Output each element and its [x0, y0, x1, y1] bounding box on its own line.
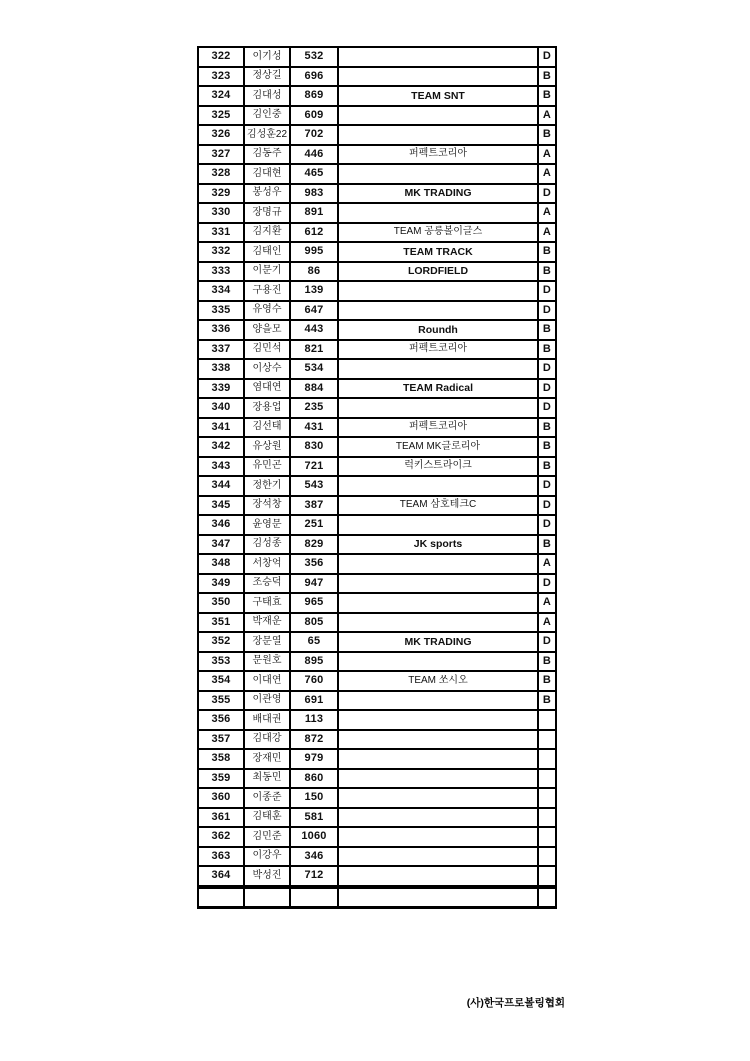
cell-team	[338, 866, 538, 887]
cell-name: 양을모	[244, 320, 290, 340]
cell-name: 김대강	[244, 730, 290, 750]
cell-number: 543	[290, 476, 338, 496]
cell-name: 이관영	[244, 691, 290, 711]
table-row	[198, 320, 556, 340]
cell-team: TEAM TRACK	[338, 242, 538, 262]
cell-number: 965	[290, 593, 338, 613]
cell-number: 760	[290, 671, 338, 691]
cell-grade: D	[538, 301, 556, 321]
cell-name: 장문열	[244, 632, 290, 652]
table-row	[198, 808, 556, 828]
cell-grade	[538, 887, 556, 908]
cell-grade: D	[538, 398, 556, 418]
cell-no	[198, 887, 244, 908]
cell-no: 340	[198, 398, 244, 418]
cell-no: 349	[198, 574, 244, 594]
cell-grade	[538, 769, 556, 789]
cell-team	[338, 203, 538, 223]
cell-number: 995	[290, 242, 338, 262]
cell-number: 712	[290, 866, 338, 887]
cell-name: 이상수	[244, 359, 290, 379]
cell-no: 335	[198, 301, 244, 321]
cell-no: 338	[198, 359, 244, 379]
cell-team	[338, 788, 538, 808]
cell-grade: B	[538, 242, 556, 262]
cell-number: 647	[290, 301, 338, 321]
cell-name: 장용업	[244, 398, 290, 418]
table-row	[198, 769, 556, 789]
table-row	[198, 242, 556, 262]
cell-name	[244, 887, 290, 908]
cell-number: 532	[290, 47, 338, 67]
cell-grade: B	[538, 320, 556, 340]
cell-name: 김태인	[244, 242, 290, 262]
cell-no: 350	[198, 593, 244, 613]
cell-grade	[538, 749, 556, 769]
cell-grade: B	[538, 86, 556, 106]
cell-number: 1060	[290, 827, 338, 847]
table-row	[198, 281, 556, 301]
cell-grade: D	[538, 359, 556, 379]
table-row	[198, 574, 556, 594]
cell-name: 장재민	[244, 749, 290, 769]
cell-number: 821	[290, 340, 338, 360]
table-row	[198, 476, 556, 496]
cell-name: 조승덕	[244, 574, 290, 594]
cell-no: 358	[198, 749, 244, 769]
table-row	[198, 788, 556, 808]
cell-no: 355	[198, 691, 244, 711]
table-row	[198, 671, 556, 691]
cell-no: 336	[198, 320, 244, 340]
cell-team	[338, 359, 538, 379]
cell-name: 김동주	[244, 145, 290, 165]
cell-number: 829	[290, 535, 338, 555]
cell-no: 337	[198, 340, 244, 360]
cell-number: 534	[290, 359, 338, 379]
cell-no: 344	[198, 476, 244, 496]
cell-name: 이기성	[244, 47, 290, 67]
cell-team: TEAM 삼호테크C	[338, 496, 538, 516]
cell-name: 장석창	[244, 496, 290, 516]
cell-team: 럭키스트라이크	[338, 457, 538, 477]
cell-number: 869	[290, 86, 338, 106]
cell-number: 805	[290, 613, 338, 633]
cell-name: 김민석	[244, 340, 290, 360]
cell-name: 김인중	[244, 106, 290, 126]
cell-no: 342	[198, 437, 244, 457]
table-row	[198, 866, 556, 887]
cell-no: 333	[198, 262, 244, 282]
cell-no: 363	[198, 847, 244, 867]
cell-number: 612	[290, 223, 338, 243]
table-row	[198, 47, 556, 67]
table-row	[198, 593, 556, 613]
cell-no: 334	[198, 281, 244, 301]
cell-name: 배대권	[244, 710, 290, 730]
cell-name: 김태훈	[244, 808, 290, 828]
table-row	[198, 887, 556, 908]
cell-team	[338, 613, 538, 633]
table-row	[198, 106, 556, 126]
cell-team	[338, 301, 538, 321]
table-row	[198, 554, 556, 574]
table-row	[198, 418, 556, 438]
cell-team	[338, 847, 538, 867]
cell-grade: A	[538, 613, 556, 633]
table-row	[198, 86, 556, 106]
cell-team	[338, 574, 538, 594]
cell-number: 387	[290, 496, 338, 516]
cell-number: 609	[290, 106, 338, 126]
cell-no: 341	[198, 418, 244, 438]
cell-grade: D	[538, 379, 556, 399]
cell-name: 이대연	[244, 671, 290, 691]
cell-grade: A	[538, 554, 556, 574]
cell-number: 947	[290, 574, 338, 594]
cell-team: JK sports	[338, 535, 538, 555]
table-row	[198, 457, 556, 477]
table-row	[198, 847, 556, 867]
footer-association-label: (사)한국프로볼링협회	[466, 997, 565, 1009]
cell-name: 김대성	[244, 86, 290, 106]
cell-number: 702	[290, 125, 338, 145]
cell-no: 322	[198, 47, 244, 67]
table-row	[198, 262, 556, 282]
cell-grade: B	[538, 691, 556, 711]
cell-grade: A	[538, 164, 556, 184]
cell-grade: B	[538, 418, 556, 438]
cell-no: 360	[198, 788, 244, 808]
cell-number: 150	[290, 788, 338, 808]
cell-number: 691	[290, 691, 338, 711]
cell-grade: B	[538, 437, 556, 457]
table-row	[198, 203, 556, 223]
table-row	[198, 398, 556, 418]
table-row	[198, 710, 556, 730]
cell-name: 유상원	[244, 437, 290, 457]
cell-grade: D	[538, 47, 556, 67]
cell-no: 326	[198, 125, 244, 145]
cell-no: 329	[198, 184, 244, 204]
cell-grade: D	[538, 515, 556, 535]
table-row	[198, 535, 556, 555]
cell-team	[338, 887, 538, 908]
cell-team	[338, 730, 538, 750]
cell-name: 이강우	[244, 847, 290, 867]
cell-name: 김성훈22	[244, 125, 290, 145]
cell-team	[338, 769, 538, 789]
cell-name: 정상길	[244, 67, 290, 87]
cell-no: 347	[198, 535, 244, 555]
cell-grade: D	[538, 574, 556, 594]
cell-grade: B	[538, 262, 556, 282]
table-row	[198, 691, 556, 711]
cell-name: 구태효	[244, 593, 290, 613]
cell-grade: B	[538, 340, 556, 360]
cell-no: 353	[198, 652, 244, 672]
cell-number: 721	[290, 457, 338, 477]
cell-number: 113	[290, 710, 338, 730]
cell-number: 235	[290, 398, 338, 418]
cell-grade: B	[538, 671, 556, 691]
cell-number: 139	[290, 281, 338, 301]
cell-name: 서창억	[244, 554, 290, 574]
cell-team	[338, 398, 538, 418]
table-row	[198, 437, 556, 457]
cell-team	[338, 515, 538, 535]
cell-name: 김성종	[244, 535, 290, 555]
cell-team	[338, 125, 538, 145]
cell-grade	[538, 847, 556, 867]
cell-number: 860	[290, 769, 338, 789]
table-row	[198, 496, 556, 516]
cell-no: 339	[198, 379, 244, 399]
cell-team: LORDFIELD	[338, 262, 538, 282]
table-row	[198, 145, 556, 165]
table-row	[198, 164, 556, 184]
cell-number: 465	[290, 164, 338, 184]
cell-name: 박성진	[244, 866, 290, 887]
cell-number: 983	[290, 184, 338, 204]
cell-grade: D	[538, 632, 556, 652]
cell-team	[338, 652, 538, 672]
cell-no: 332	[198, 242, 244, 262]
cell-no: 361	[198, 808, 244, 828]
cell-team	[338, 749, 538, 769]
cell-team	[338, 554, 538, 574]
cell-number: 446	[290, 145, 338, 165]
cell-no: 356	[198, 710, 244, 730]
cell-no: 352	[198, 632, 244, 652]
cell-team	[338, 164, 538, 184]
table-row	[198, 827, 556, 847]
cell-name: 김대현	[244, 164, 290, 184]
cell-number: 431	[290, 418, 338, 438]
cell-no: 362	[198, 827, 244, 847]
cell-team: TEAM SNT	[338, 86, 538, 106]
cell-no: 348	[198, 554, 244, 574]
cell-no: 351	[198, 613, 244, 633]
table-row	[198, 67, 556, 87]
cell-name: 김민준	[244, 827, 290, 847]
cell-team	[338, 47, 538, 67]
cell-name: 김지환	[244, 223, 290, 243]
cell-team: Roundh	[338, 320, 538, 340]
cell-no: 343	[198, 457, 244, 477]
cell-no: 359	[198, 769, 244, 789]
table-row	[198, 730, 556, 750]
cell-grade: D	[538, 184, 556, 204]
cell-no: 357	[198, 730, 244, 750]
cell-team	[338, 827, 538, 847]
cell-team	[338, 106, 538, 126]
table-row	[198, 613, 556, 633]
cell-no: 323	[198, 67, 244, 87]
cell-grade: B	[538, 652, 556, 672]
cell-number: 581	[290, 808, 338, 828]
cell-no: 345	[198, 496, 244, 516]
cell-team: TEAM MK글로리아	[338, 437, 538, 457]
table-row	[198, 379, 556, 399]
cell-grade	[538, 866, 556, 887]
cell-number: 696	[290, 67, 338, 87]
cell-team: MK TRADING	[338, 632, 538, 652]
table-row	[198, 652, 556, 672]
cell-number: 830	[290, 437, 338, 457]
table-row	[198, 125, 556, 145]
cell-team	[338, 281, 538, 301]
cell-grade: A	[538, 203, 556, 223]
table-row	[198, 301, 556, 321]
cell-team	[338, 808, 538, 828]
cell-grade: B	[538, 457, 556, 477]
cell-number: 895	[290, 652, 338, 672]
table-row	[198, 340, 556, 360]
cell-no: 346	[198, 515, 244, 535]
cell-no: 325	[198, 106, 244, 126]
cell-number: 884	[290, 379, 338, 399]
cell-name: 이문기	[244, 262, 290, 282]
cell-team	[338, 476, 538, 496]
cell-grade	[538, 827, 556, 847]
cell-team: 퍼펙트코리아	[338, 145, 538, 165]
cell-name: 김선태	[244, 418, 290, 438]
cell-team	[338, 593, 538, 613]
cell-number: 443	[290, 320, 338, 340]
cell-no: 364	[198, 866, 244, 887]
cell-team: MK TRADING	[338, 184, 538, 204]
cell-name: 봉성우	[244, 184, 290, 204]
cell-number	[290, 887, 338, 908]
cell-name: 박재운	[244, 613, 290, 633]
cell-name: 최동민	[244, 769, 290, 789]
table-row	[198, 184, 556, 204]
cell-number: 86	[290, 262, 338, 282]
table-row	[198, 632, 556, 652]
cell-grade	[538, 730, 556, 750]
cell-grade: B	[538, 67, 556, 87]
cell-team: TEAM 공릉볼이글스	[338, 223, 538, 243]
cell-grade	[538, 808, 556, 828]
cell-number: 346	[290, 847, 338, 867]
roster-table	[197, 46, 557, 909]
cell-grade: B	[538, 125, 556, 145]
cell-grade: D	[538, 496, 556, 516]
cell-grade: A	[538, 145, 556, 165]
cell-name: 문원호	[244, 652, 290, 672]
cell-number: 65	[290, 632, 338, 652]
cell-team: TEAM 쏘시오	[338, 671, 538, 691]
cell-name: 유영수	[244, 301, 290, 321]
cell-name: 유민곤	[244, 457, 290, 477]
cell-grade	[538, 788, 556, 808]
cell-no: 331	[198, 223, 244, 243]
cell-team: 퍼펙트코리아	[338, 340, 538, 360]
cell-number: 251	[290, 515, 338, 535]
cell-grade	[538, 710, 556, 730]
cell-number: 872	[290, 730, 338, 750]
cell-number: 979	[290, 749, 338, 769]
cell-grade: B	[538, 535, 556, 555]
cell-grade: A	[538, 106, 556, 126]
table-row	[198, 515, 556, 535]
cell-name: 장명규	[244, 203, 290, 223]
cell-name: 구용진	[244, 281, 290, 301]
cell-no: 328	[198, 164, 244, 184]
cell-team	[338, 67, 538, 87]
cell-no: 324	[198, 86, 244, 106]
table-row	[198, 359, 556, 379]
cell-name: 염대연	[244, 379, 290, 399]
table-row	[198, 223, 556, 243]
cell-no: 354	[198, 671, 244, 691]
cell-name: 이종준	[244, 788, 290, 808]
cell-team: 퍼펙트코리아	[338, 418, 538, 438]
cell-name: 정한기	[244, 476, 290, 496]
cell-team: TEAM Radical	[338, 379, 538, 399]
cell-number: 891	[290, 203, 338, 223]
cell-grade: D	[538, 281, 556, 301]
cell-grade: A	[538, 223, 556, 243]
table-row	[198, 749, 556, 769]
cell-grade: A	[538, 593, 556, 613]
cell-team	[338, 710, 538, 730]
cell-name: 윤영문	[244, 515, 290, 535]
cell-no: 330	[198, 203, 244, 223]
cell-team	[338, 691, 538, 711]
cell-number: 356	[290, 554, 338, 574]
cell-no: 327	[198, 145, 244, 165]
cell-grade: D	[538, 476, 556, 496]
